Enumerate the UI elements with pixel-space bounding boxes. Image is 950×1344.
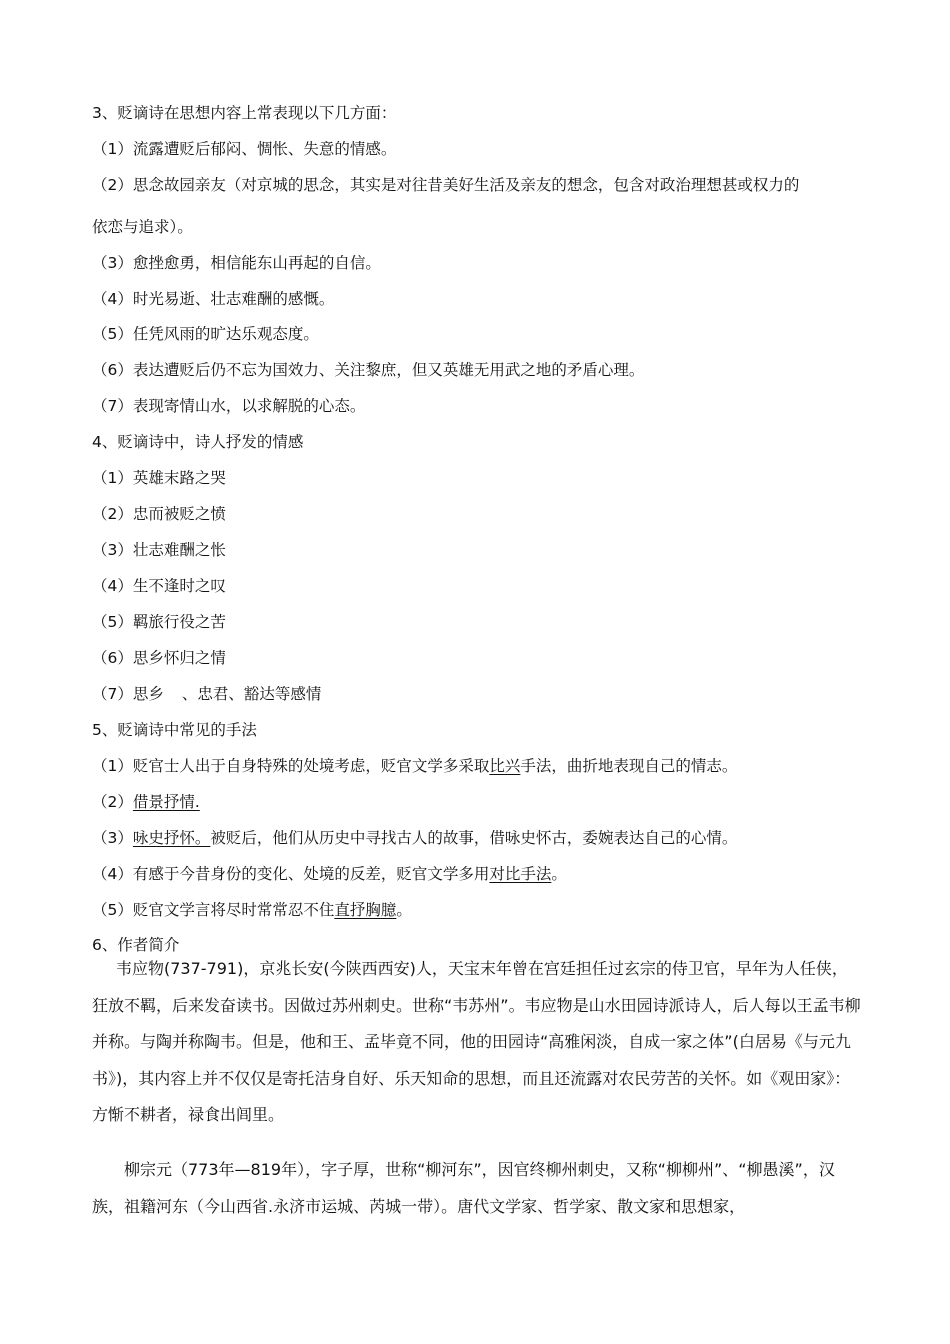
section-4-item-2: （2）忠而被贬之愤 [92, 505, 226, 523]
section-3-item-2: （2）思念故园亲友（对京城的思念，其实是对往昔美好生活及亲友的想念，包含对政治理想甚或权力的 [92, 176, 800, 194]
section-3-heading: 3、贬谪诗在思想内容上常表现以下几方面： [92, 104, 397, 122]
section-3-item-6: （6）表达遭贬后仍不忘为国效力、关注黎庶，但又英雄无用武之地的矛盾心理。 [92, 361, 645, 379]
section-5-item-5-text: （5）贬官文学言将尽时常常忍不住 [92, 901, 335, 919]
bio-liu-zongyuan: 柳宗元（773年—819年），字子厚，世称“柳河东”，因官终柳州刺史，又称“柳柳州”、“柳愚溪”，汉族，祖籍河东（今山西省.永济市运城、芮城一带）。唐代文学家、哲学家、散文家和思想家， [92, 1160, 835, 1216]
section-4-heading: 4、贬谪诗中，诗人抒发的情感 [92, 433, 304, 451]
section-5-item-4-text-end: 。 [551, 865, 567, 883]
section-4-item-6: （6）思乡怀归之情 [92, 649, 226, 667]
section-5-item-1-text-end: 手法，曲折地表现自己的情志。 [520, 757, 738, 775]
section-4-item-7-part-a: （7）思乡 [92, 685, 164, 703]
section-3-item-2-cont: 依恋与追求）。 [92, 218, 193, 236]
section-4-item-3: （3）壮志难酬之怅 [92, 541, 226, 559]
section-4-item-4: （4）生不逢时之叹 [92, 577, 226, 595]
section-4-item-7-part-b: 、忠君、豁达等感情 [181, 685, 322, 703]
section-5-item-3-text: 被贬后，他们从历史中寻找古人的故事，借咏史怀古，委婉表达自己的心情。 [210, 829, 738, 847]
section-3-item-3: （3）愈挫愈勇，相信能东山再起的自信。 [92, 254, 381, 272]
section-6-heading: 6、作者简介 [92, 936, 180, 954]
section-5-item-4 [92, 864, 567, 884]
section-5-item-2-number: （2） [92, 793, 133, 811]
section-3-item-1: （1）流露遭贬后郁闷、惆怅、失意的情感。 [92, 140, 397, 158]
section-4-item-7 [92, 684, 321, 704]
section-5-item-3-number: （3） [92, 829, 133, 847]
section-5-item-5 [92, 900, 412, 920]
section-5-item-5-text-end: 。 [396, 901, 412, 919]
section-5-heading: 5、贬谪诗中常见的手法 [92, 721, 257, 739]
section-3-item-4: （4）时光易逝、壮志难酬的感慨。 [92, 290, 335, 308]
section-5-item-1-emphasis: 比兴 [489, 757, 521, 775]
section-4-item-5: （5）羁旅行役之苦 [92, 613, 226, 631]
section-5-item-2 [92, 792, 200, 812]
section-5-item-4-emphasis: 对比手法 [489, 865, 552, 883]
section-5-item-3-emphasis: 咏史抒怀。 [132, 829, 211, 847]
section-3-item-7: （7）表现寄情山水，以求解脱的心态。 [92, 397, 366, 415]
section-5-item-2-emphasis: 借景抒情. [132, 793, 200, 811]
section-5-item-3 [92, 828, 737, 848]
section-4-item-1: （1）英雄末路之哭 [92, 469, 226, 487]
bio-wei-yingwu: 韦应物(737-791)，京兆长安(今陕西西安)人，天宝末年曾在宫廷担任过玄宗的侍卫官，早年为人任侠，狂放不羁，后来发奋读书。因做过苏州刺史。世称“韦苏州”。韦应物是山水田园诗派诗人，后人每以王孟韦柳并称。与陶并称陶韦。但是，他和王、孟毕竟不同，他的田园诗“高雅闲淡，自成一家之体”(白居易《与元九书》)，其内容上并不仅仅是寄托洁身自好、乐天知命的思想，而且还流露对农民劳苦的关怀。如《观田家》：方惭不耕者，禄食出闾里。 [92, 959, 861, 1124]
section-5-item-4-text: （4）有感于今昔身份的变化、处境的反差，贬官文学多用 [92, 865, 490, 883]
section-3-item-5: （5）任凭风雨的旷达乐观态度。 [92, 325, 319, 343]
section-5-item-1-text: （1）贬官士人出于自身特殊的处境考虑，贬官文学多采取 [92, 757, 490, 775]
section-5-item-5-emphasis: 直抒胸臆 [334, 901, 397, 919]
section-5-item-1 [92, 756, 737, 776]
